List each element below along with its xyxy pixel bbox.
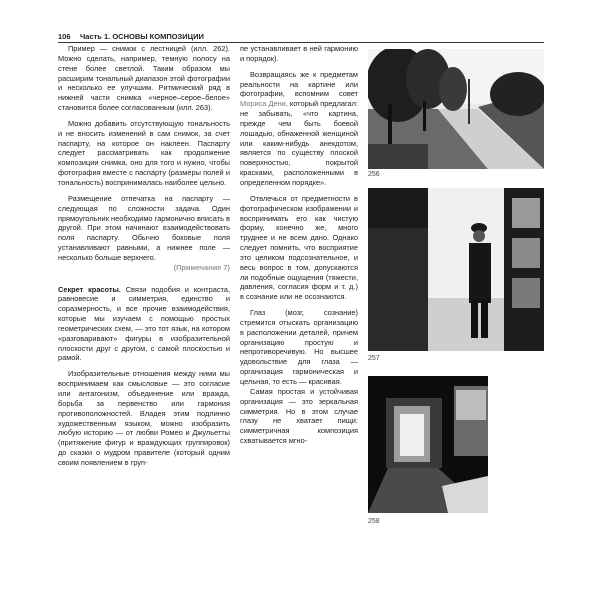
paragraph-secret-of-beauty xyxy=(58,285,230,364)
paragraph-pure-form: Отвлечься от предметности в фотографическом изображении и воспринимать его как чистую форму, конечно же, много труднее и не всем дано. Однако следует помнить, что восприятие это целиком подсознательное, и весь вопрос в том, допускаются ли подобные ощущения (тяжести, давления, согласия форм и т. д.) в сознание или не осознаются. xyxy=(240,193,358,302)
page-number: 106 xyxy=(58,32,71,41)
photo-street-trees xyxy=(368,49,544,169)
photo-man-doorway xyxy=(368,188,544,351)
text-column-middle xyxy=(240,44,358,446)
text-column-left xyxy=(58,44,230,468)
photo-tunnel xyxy=(368,376,488,513)
paragraph-eye-organization: Глаз (мозг, сознание) стремится отыскать организацию в расположении деталей, причем организацию простую и непротиворечивую. Но высшее удовольствие для глаза — организация гармоническая и цельная, то есть — красивая. xyxy=(240,308,358,386)
paragraph-passe-partout: Можно добавить отсутствующую тональность и не вносить изменений в сам снимок, за счет паспарту, на которое он наклеен. Паспарту следует рассматривать как продолжение композиции снимка, оно для того и нужно, чтобы фотография вместе с паспарту (размеры полей и тональность) воспринималась наиболее цельно. xyxy=(58,118,230,187)
secret-text: Связи подобия и контраста, равновесие и симметрия, единство и соразмерность, и все прочие взаимодействия, которые мы изучаем с помощью простых геометрических схем, — это тот язык, на котором «разговаривают» фигуры в изобразительной плоскости друг с другом, с самой плоскостью и рамой. xyxy=(58,284,230,363)
figure-caption: 257 xyxy=(368,355,380,362)
denis-name: Мориса Дени, xyxy=(240,99,288,109)
paragraph-ladder-example: Пример — снимок с лестницей (илл. 262). Можно сделать, например, темную полосу на стене более светлой. Таким образом мы расширим тональный диапазон этой фотографии и несколько ее улучшим. Ритмический ряд в нижней части снимка «черное–серое–белое» становится более согласованным (илл. 263). xyxy=(58,44,230,113)
paragraph-maurice-denis xyxy=(240,70,358,188)
figure-caption: 258 xyxy=(368,518,380,525)
chapter-title: Часть 1. ОСНОВЫ КОМПОЗИЦИИ xyxy=(80,32,204,41)
header-rule xyxy=(58,42,544,43)
figure-caption: 256 xyxy=(368,171,380,178)
paragraph-visual-relations: Изобразительные отношения между ними мы воспринимаем как смысловые — это согласие или антагонизм, объединение или вражда, борьба за первенство или гармония противоположностей. Владея этим подлинно художественным языком, можно изобразить любую историю — от любви Ромео и Джульетты (притяжение фигур и враждующих группировок) до сказки о мудром правителе (который одним своим появлением в груп- xyxy=(58,369,230,467)
paragraph-continuation: пе устанавливает в ней гармонию и порядок). xyxy=(240,44,358,63)
section-heading: Секрет красоты. xyxy=(58,284,121,294)
note-reference: (Примечание 7) xyxy=(173,262,230,272)
paragraph-print-placement: Размещение отпечатка на паспарту — следующая по сложности задача. Один прямоугольник необходимо гармонично вписать в другой. При этом начинают взаимодействовать поля паспарту. Обычно боковые поля устанавливают равными, а нижнее поле — несколько больше верхнего. xyxy=(58,193,230,262)
denis-quote: который предлагал: не забывать, «что картина, прежде чем быть боевой лошадью, обнаженной женщиной или каким-нибудь анекдотом, является по существу плоской поверхностью, покрытой красками, расположенными в определенном порядке». xyxy=(240,99,358,187)
page-header xyxy=(58,30,544,42)
paragraph-symmetry: Самая простая и устойчивая организация — это зеркальная симметрия. Но в этом случае глазу не хватает пищи: симметричная композиция схватывается мгно- xyxy=(240,386,358,446)
denis-intro: Возвращаясь же к предметам реальности на картине или фотографии, вспомним совет xyxy=(240,69,358,99)
